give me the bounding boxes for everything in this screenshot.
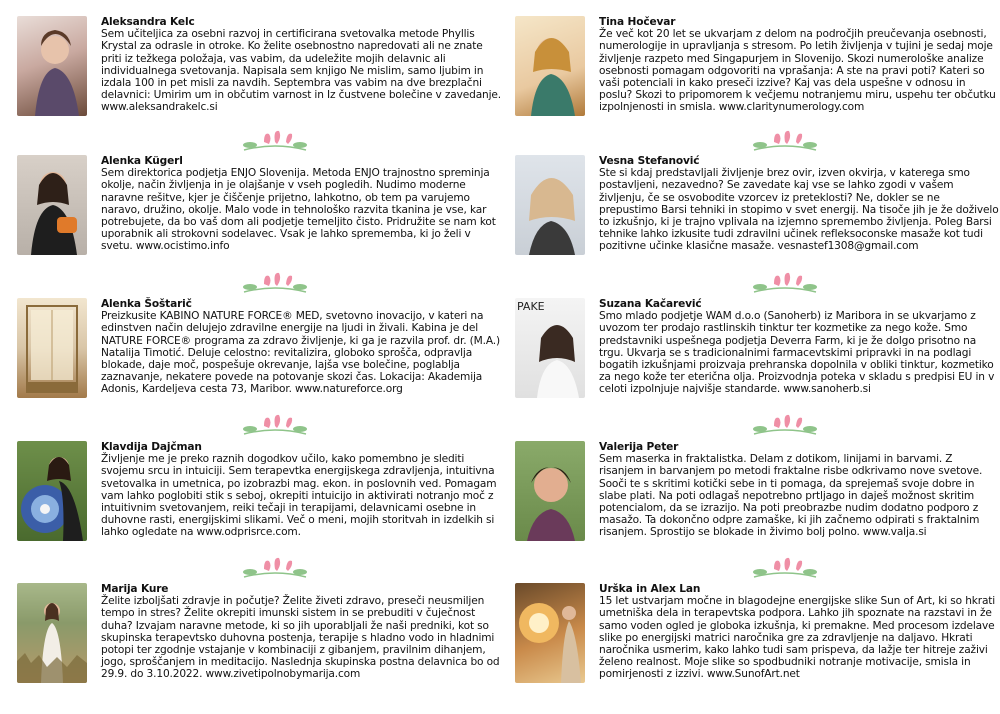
flower-divider-icon: [240, 555, 310, 581]
profile-text: [101, 441, 501, 539]
profile-entry-aleksandra-kelc: [17, 16, 499, 121]
profile-photo: [17, 441, 87, 541]
profile-photo: [515, 441, 585, 541]
flower-divider-icon: [240, 270, 310, 296]
profile-text: [599, 441, 999, 539]
profile-text: [599, 298, 999, 396]
profile-description: Ste si kdaj predstavljali življenje brez ovir, izven okvirja, v katerega smo postavljeni, nezavedno? Se zavedate kaj vse se lahko zgodi v vašem življenju, če se osvobodite vzorcev iz preteklosti? Ne, dokler se ne prepustimo Barsi tehniki in stopimo v svet energij. Na tisoče jih je že doživelo to izkušnjo, ki je trajno vplivala na izjemno spremembo življenja. Poleg Barsi tehnike lahko izkusite tudi zdravilni učinek refleksoconske masaže kot tudi pozitivne učinke klasične masaže. vesnastef1308@gmail.com: [599, 167, 999, 253]
profile-description: Sem maserka in fraktalistka. Delam z dotikom, linijami in barvami. Z risanjem in barvanjem po metodi fraktalne risbe odkrivamo nove svetove. Sooči te s skritimi kotički sebe in ti pomaga, da sprejemaš svoje dobre in slabe plati. Na poti odlagaš nepotrebno prtljago in daješ možnost skritim potencialom, da se izrazijo. Na poti preobrazbe nudim dodatno podporo z masažo. Ta dokončno odpre zamaške, ki jih začnemo odpirati s fraktalnim risanjem. Sprostijo se blokade in živimo bolj polno. www.valja.si: [599, 453, 983, 539]
profile-name: Urška in Alex Lan: [599, 583, 701, 595]
profile-text: [101, 298, 501, 396]
flower-divider-icon: [750, 412, 820, 438]
profile-photo: [515, 583, 585, 683]
profile-description: Sem učiteljica za osebni razvoj in certificirana svetovalka metode Phyllis Krystal za odrasle in otroke. Ko želite osebnostno napredovati ali ne znate priti iz težkega položaja, vas vabim, da udeležite mojih delavnic ali individualnega svetovanja. Napisala sem knjigo Ne mislim, samo ljubim in izdala 100 in pet misli za navdih. Septembra vas vabim na dve brezplačni delavnici: Umirim um in občutim varnost in Iz čustvene bolečine v zavedanje. www.aleksandrakelc.si: [101, 28, 501, 114]
flower-divider-icon: [240, 128, 310, 154]
profile-text: [599, 16, 999, 114]
flower-divider-icon: [750, 270, 820, 296]
profile-entry-urska-alex-lan: [515, 583, 997, 688]
profile-entry-valerija-peter: [515, 441, 997, 546]
profile-entry-alenka-kugerl: [17, 155, 499, 260]
cabin-icon: [17, 298, 87, 398]
profile-text: [101, 16, 501, 114]
person-in-field-icon: [17, 583, 87, 683]
profile-photo: [17, 155, 87, 255]
profile-photo: [515, 298, 585, 398]
profile-photo: [17, 16, 87, 116]
profile-photo: [17, 298, 87, 398]
profile-text: [599, 583, 999, 681]
person-silhouette-icon: [515, 298, 585, 398]
art-painting-icon: [515, 583, 585, 683]
profile-description: Preizkusite KABINO NATURE FORCE® MED, svetovno inovacijo, v kateri na edinstven način delujejo zdravilne energije na ljudi in živali. Kabina je del NATURE FORCE® programa za zdravo življenje, ki ga je razvila prof. dr. (M.A.) Natalija Timotić. Deluje celostno: revitalizira, globoko sprošča, odpravlja blokade, daje moč, pospešuje okrevanje, lajša vse bolečine, poglablja zaznavanje, nekatere povede na potovanje skozi čas. Lokacija: Akademija Adonis, Kardeljeva cesta 73, Maribor. www.natureforce.org: [101, 310, 500, 396]
profile-description: Življenje me je preko raznih dogodkov učilo, kako pomembno je slediti svojemu srcu in intuiciji. Sem terapevtka energijskega zdravljenja, intuitivna svetovalka in umetnica, po izobrazbi mag. ekon. in poslovnih ved. Pomagam vam lahko poglobiti stik s seboj, okrepiti intuicijo in aktivirati notranjo moč z intuitivnim svetovanjem, reiki tečaji in terapijami, delavnicami osebne in duhovne rasti, energijskimi slikami. Več o meni, mojih storitvah in izdelkih si lahko ogledate na www.odprisrce.com.: [101, 453, 497, 539]
flower-divider-icon: [240, 412, 310, 438]
person-silhouette-icon: [515, 441, 585, 541]
profile-entry-klavdija-dajcman: [17, 441, 499, 546]
profile-description: Želite izboljšati zdravje in počutje? Želite živeti zdravo, preseči neusmiljen tempo in stres? Želite okrepiti imunski sistem in se prebuditi v čuječnost duha? Izvajam naravne metode, ki so jih uporabljali že naši predniki, kot so skupinska terapevtsko duhovna postenja, terapije s hladno vodo in hladnimi potopi ter zgodnje vstajanje v kombinaciji z gibanjem, pravilnim dihanjem, jogo, sproščanjem in meditacijo. Naslednja skupinska postna delavnica bo od 29.9. do 3.10.2022. www.zivetipolnobymarija.com: [101, 595, 500, 681]
svg-text:PAKE: PAKE: [517, 300, 545, 313]
profile-description: Že več kot 20 let se ukvarjam z delom na področjih preučevanja osebnosti, numerologije in upravljanja s stresom. Po letih življenja v tujini je sedaj moje življenje razpeto med Singapurjem in Slovenijo. Skozi numerološke analize osebnosti pomagam odgovoriti na vprašanja: A ste na pravi poti? Kateri so vaši potenciali in kako preseči izzive? Kaj vas dela uspešne v odnosu in poslu? Skozi to pripomorem k večjemu notranjemu miru, uspehu ter občutku izpolnjenosti in smisla. www.claritynumerology.com: [599, 28, 996, 114]
profile-entry-suzana-kacarevic: [515, 298, 997, 403]
profile-name: Suzana Kačarević: [599, 298, 702, 310]
profile-entry-marija-kure: [17, 583, 499, 688]
flower-divider-icon: [750, 555, 820, 581]
profile-photo: [17, 583, 87, 683]
person-silhouette-icon: [515, 16, 585, 116]
profile-description: 15 let ustvarjam močne in blagodejne energijske slike Sun of Art, ki so hkrati umetniška dela in terapevtska podpora. Lahko jih spoznate na razstavi in že samo voden ogled je globoka izkušnja, ki premakne. Med procesom izdelave slike po energijski matrici naročnika gre za zdravljenje na daljavo. Hkrati naročnika usmerim, kako lahko tudi sam prispeva, da lažje ter hitreje zaživi želeno realnost. Moje slike so spodbudniki notranje motivacije, smisla in pomirjenosti z izzivi. www.SunofArt.net: [599, 595, 996, 681]
profile-name: Vesna Stefanović: [599, 155, 700, 167]
profile-text: [101, 155, 501, 253]
person-silhouette-icon: [17, 16, 87, 116]
profile-entry-vesna-stefanovic: [515, 155, 997, 260]
profile-description: Smo mlado podjetje WAM d.o.o (Sanoherb) iz Maribora in se ukvarjamo z uvozom ter prodajo rastlinskih tinktur ter kozmetike za nego kože. Smo predstavniki uspešnega podjetja Deverra Farm, ki je že dolgo prisotno na trgu. Ukvarja se s tradicionalnimi farmacevtskimi pripravki in na podlagi bogatih izkušnjami proizvaja prehranska dopolnila v obliki tinktur, kozmetiko za nego kože ter eterična olja. Proizvodnja poteka v skladu s predpisi EU in v celoti izpolnjuje najvišje standarde. www.sanoherb.si: [599, 310, 995, 396]
profile-name: Alenka Kügerl: [101, 155, 183, 167]
profile-photo: [515, 155, 585, 255]
profile-name: Klavdija Dajčman: [101, 441, 202, 453]
profile-photo: [515, 16, 585, 116]
profile-name: Aleksandra Kelc: [101, 16, 195, 28]
profile-name: Tina Hočevar: [599, 16, 676, 28]
person-silhouette-icon: [17, 155, 87, 255]
profile-name: Alenka Šoštarič: [101, 298, 192, 310]
profile-entry-alenka-sostaric: [17, 298, 499, 403]
person-silhouette-icon: [515, 155, 585, 255]
profile-text: [101, 583, 501, 681]
profile-description: Sem direktorica podjetja ENJO Slovenija. Metoda ENJO trajnostno spreminja okolje, način življenja in je olajšanje v vseh pogledih. Nudimo moderne naravne rešitve, kjer je čiščenje prijetno, lahkotno, ob tem pa varujemo naravo, družino, okolje. Malo vode in tehnološko razvita tkanina je vse, kar potrebujete, da bo vaš dom ali podjetje temeljito čisto. Pridružite se nam kot uporabnik ali strokovni sodelavec. Vsak je lahko sprememba, ki jo želi v svetu. www.ocistimo.info: [101, 167, 496, 253]
profile-name: Valerija Peter: [599, 441, 679, 453]
profile-entry-tina-hocevar: [515, 16, 997, 121]
flower-divider-icon: [750, 128, 820, 154]
profile-text: [599, 155, 999, 253]
profile-name: Marija Kure: [101, 583, 169, 595]
person-with-mandala-icon: [17, 441, 87, 541]
